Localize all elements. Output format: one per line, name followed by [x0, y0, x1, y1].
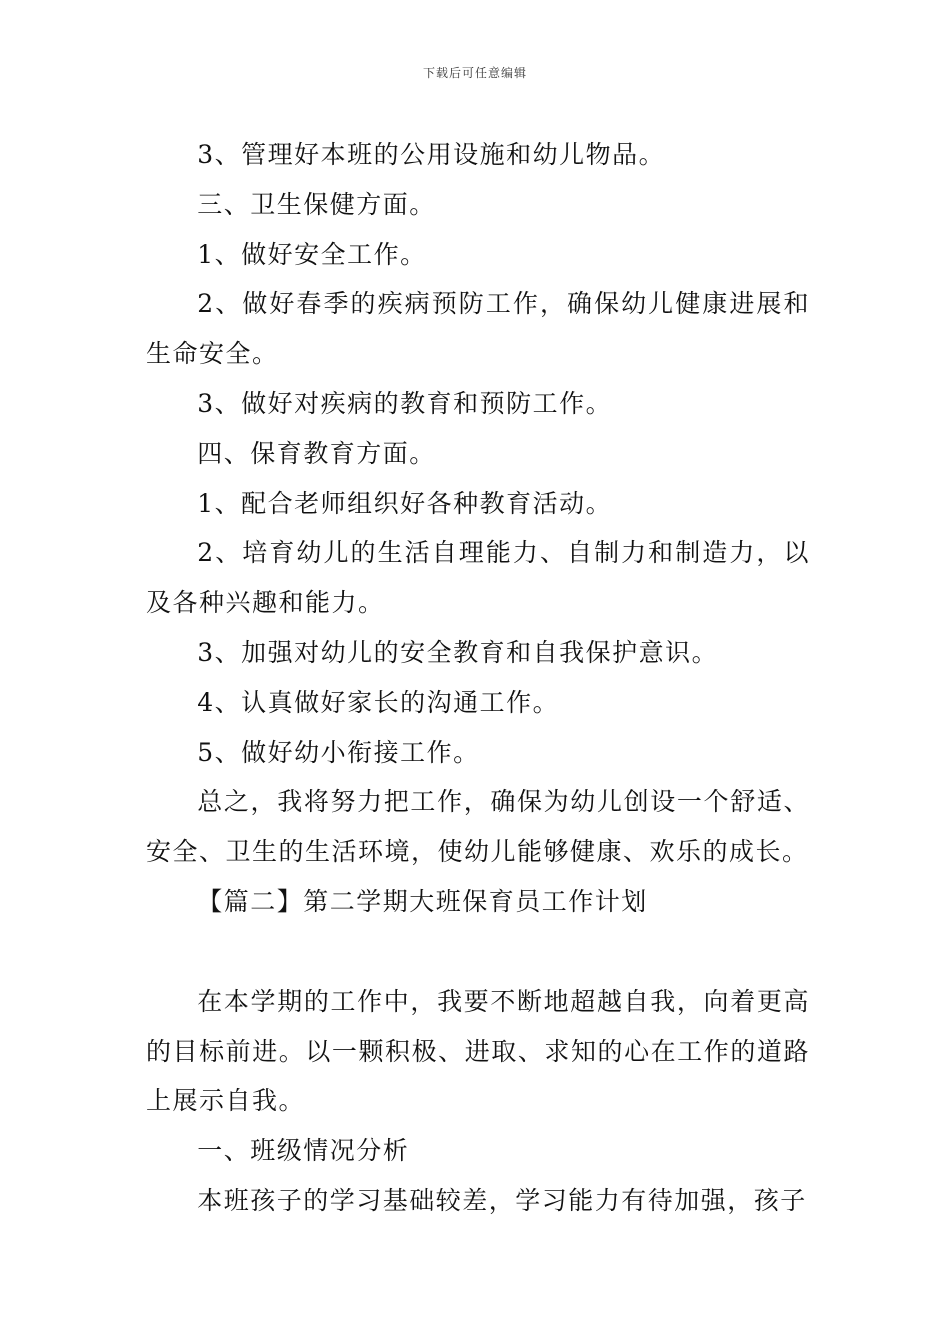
paragraph: 本班孩子的学习基础较差，学习能力有待加强，孩子 — [197, 1185, 807, 1215]
paragraph: 3、管理好本班的公用设施和幼儿物品。 — [197, 140, 666, 169]
paragraph: 1、做好安全工作。 — [197, 239, 427, 269]
paragraph: 3、加强对幼儿的安全教育和自我保护意识。 — [197, 637, 719, 667]
article-title: 【篇二】第二学期大班保育员工作计划 — [197, 886, 648, 916]
document-body — [146, 130, 810, 1226]
blank-line — [146, 927, 810, 977]
section-heading: 一、班级情况分析 — [197, 1136, 410, 1166]
paragraph: 1、配合老师组织好各种教育活动。 — [197, 488, 613, 518]
paragraph: 2、做好春季的疾病预防工作，确保幼儿健康进展和生命安全。 — [146, 289, 810, 369]
paragraph: 3、做好对疾病的教育和预防工作。 — [197, 388, 613, 418]
section-heading: 四、保育教育方面。 — [197, 438, 436, 468]
intro-paragraph: 在本学期的工作中，我要不断地超越自我，向着更高的目标前进。以一颗积极、进取、求知的心在工作的道路上展示自我。 — [146, 986, 810, 1116]
paragraph: 4、认真做好家长的沟通工作。 — [197, 687, 560, 717]
paragraph: 2、培育幼儿的生活自理能力、自制力和制造力，以及各种兴趣和能力。 — [146, 538, 810, 618]
paragraph: 5、做好幼小衔接工作。 — [197, 737, 480, 767]
summary-paragraph: 总之，我将努力把工作，确保为幼儿创设一个舒适、安全、卫生的生活环境，使幼儿能够健康、欢乐的成长。 — [146, 787, 810, 867]
section-heading: 三、卫生保健方面。 — [197, 189, 436, 219]
download-note: 下载后可任意编辑 — [422, 66, 527, 80]
